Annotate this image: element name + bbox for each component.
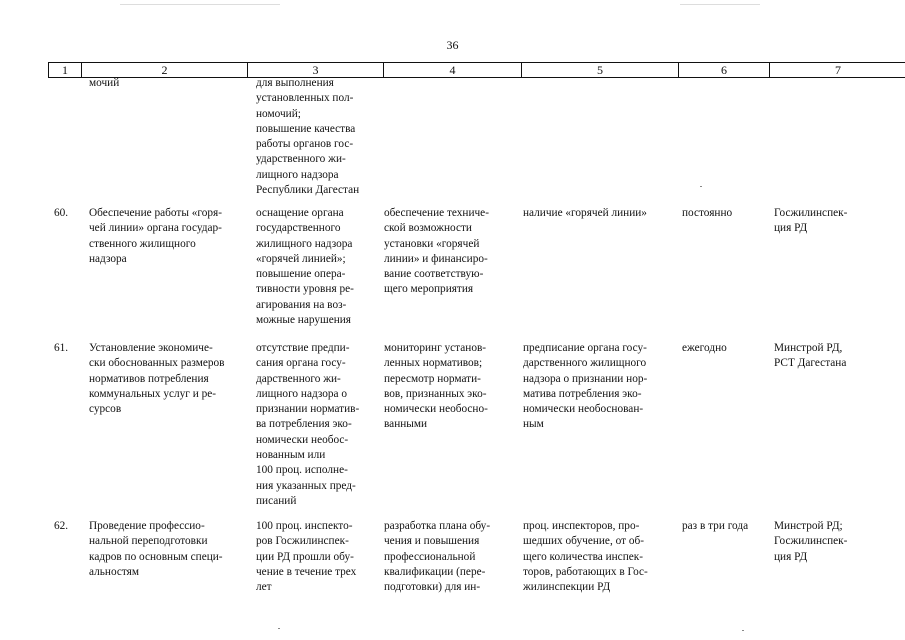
continuation-col-3: для выполнения установленных пол- номочий; повышение качества работы органов гос- ударственного жи- лищного надзора Республики Дагестан [256, 77, 360, 197]
header-col-6: 6 [678, 63, 769, 77]
measure-cell: Проведение профессио- нальной переподготовки кадров по основным специ- альностям [89, 520, 223, 578]
action-cell: мониторинг установ- ленных нормативов; пересмотр нормати- вов, признанных эко- номически необосно- ванными [384, 342, 488, 431]
scan-speck [680, 4, 760, 5]
scan-speck [742, 630, 744, 631]
period-cell: постоянно [682, 207, 733, 219]
header-col-4: 4 [383, 63, 521, 77]
measure-cell: Установление экономиче- ски обоснованных размеров нормативов потребления коммунальных услуг и ре- сурсов [89, 342, 225, 416]
problem-cell: отсутствие предпи- сания органа госу- дарственного жи- лищного надзора о признании норматив- ва потребления эко- номически необос- нованным или 100 проц. исполне- ния указанных пред- писаний [256, 342, 360, 507]
scan-speck [120, 4, 280, 5]
indicator-cell: предписание органа госу- дарственного жилищного надзора о признании нор- матива потребления эко- номически необоснован- ным [523, 342, 648, 431]
responsible-cell: Минстрой РД; Госжилинспек- ция РД [774, 520, 848, 563]
header-col-2: 2 [81, 63, 247, 77]
header-col-5: 5 [521, 63, 678, 77]
measure-cell: Обеспечение работы «горя- чей линии» органа государ- ственного жилищного надзора [89, 207, 222, 265]
problem-cell: 100 проц. инспекто- ров Госжилинспек- ции РД прошли обу- чение в течение трех лет [256, 520, 357, 594]
period-cell: раз в три года [682, 520, 749, 532]
responsible-cell: Госжилинспек- ция РД [774, 207, 848, 235]
row-number: 61. [54, 342, 69, 354]
page-number: 36 [446, 38, 459, 52]
row-number: 62. [54, 520, 69, 532]
header-col-3: 3 [247, 63, 383, 77]
responsible-cell: Минстрой РД, РСТ Дагестана [774, 342, 847, 370]
scan-speck [700, 186, 702, 187]
indicator-cell: наличие «горячей линии» [523, 207, 647, 219]
period-cell: ежегодно [682, 342, 727, 354]
problem-cell: оснащение органа государственного жилищного надзора «горячей линией»; повышение опера- тивности уровня ре- агирования на воз- можные нарушения [256, 207, 354, 327]
row-number: 60. [54, 207, 69, 219]
action-cell: разработка плана обу- чения и повышения профессиональной квалификации (пере- подготовки) для ин- [384, 520, 491, 594]
continuation-col-2: мочий [89, 77, 120, 89]
header-col-1: 1 [48, 63, 81, 77]
action-cell: обеспечение техниче- ской возможности установки «горячей линии» и финансиро- вание соответствую- щего мероприятия [384, 207, 489, 296]
scan-speck [278, 628, 280, 629]
header-col-7: 7 [769, 63, 905, 77]
indicator-cell: проц. инспекторов, про- шедших обучение, от об- щего количества инспек- торов, работающих в Гос- жилинспекции РД [523, 520, 648, 594]
